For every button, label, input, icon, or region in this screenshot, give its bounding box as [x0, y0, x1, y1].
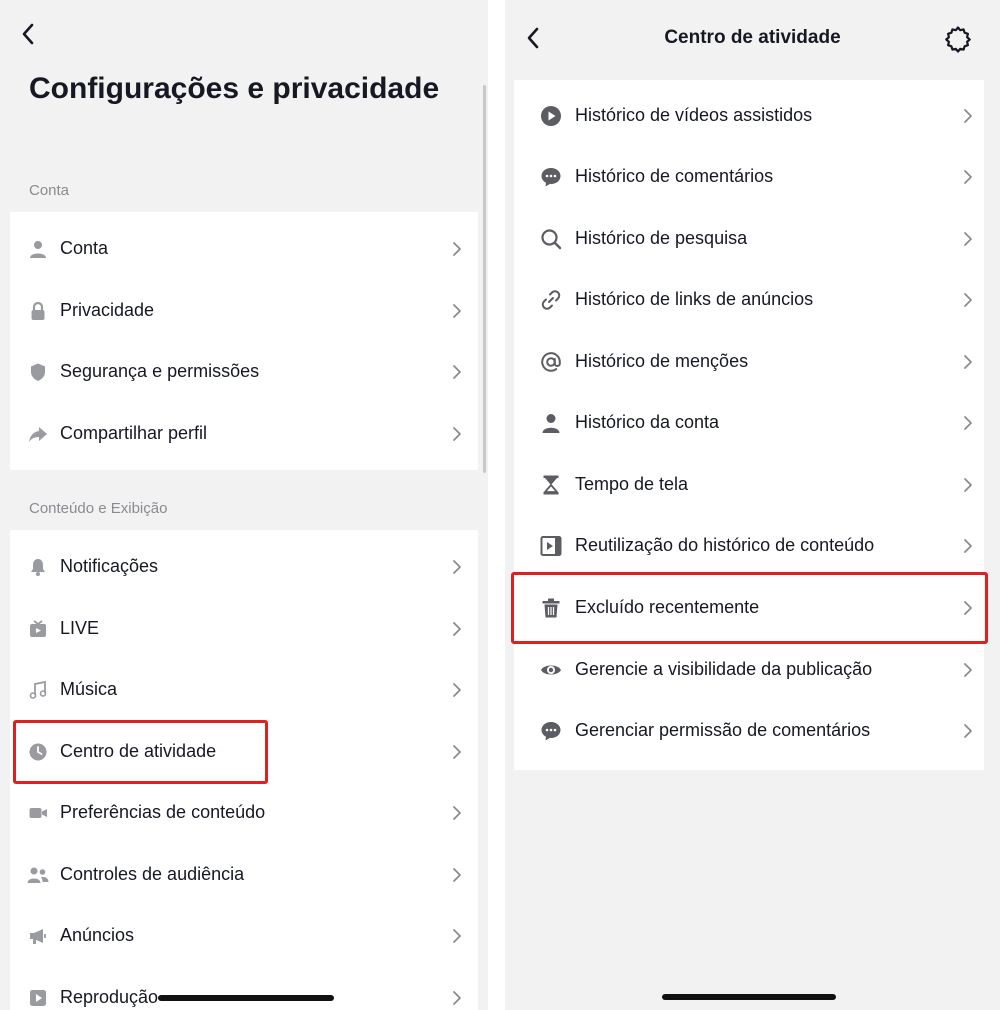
settings-privacy-screen — [0, 0, 488, 1010]
settings-item-label: Compartilhar perfil — [60, 423, 208, 444]
lock-icon — [27, 300, 49, 322]
chevron-right-icon — [962, 722, 974, 740]
settings-button[interactable] — [941, 22, 975, 56]
settings-item-label: Notificações — [60, 556, 159, 577]
person-icon — [27, 238, 49, 260]
chevron-right-icon — [451, 620, 463, 638]
activity-item-label: Excluído recentemente — [575, 597, 760, 618]
activity-item-label: Histórico de links de anúncios — [575, 289, 814, 310]
chevron-right-icon — [451, 743, 463, 761]
page-title: Centro de atividade — [664, 27, 841, 48]
activity-item-excluido-recentemente[interactable] — [514, 577, 984, 639]
chevron-right-icon — [962, 291, 974, 309]
settings-item-label: Anúncios — [60, 925, 135, 946]
settings-item-seguranca[interactable] — [10, 341, 478, 403]
settings-item-preferencias-de-conteudo[interactable] — [10, 782, 478, 844]
chevron-right-icon — [962, 168, 974, 186]
activity-item-label: Histórico de pesquisa — [575, 228, 748, 249]
settings-item-label: Preferências de conteúdo — [60, 802, 266, 823]
hourglass-icon — [540, 474, 562, 496]
chevron-right-icon — [451, 240, 463, 258]
section-header-conteudo: Conteúdo e Exibição — [29, 500, 168, 517]
settings-item-conta[interactable] — [10, 218, 478, 280]
activity-item-label: Reutilização do histórico de conteúdo — [575, 535, 875, 556]
chevron-right-icon — [962, 599, 974, 617]
home-indicator[interactable] — [662, 994, 836, 1000]
chevron-right-icon — [962, 476, 974, 494]
activity-item-historico-da-conta[interactable] — [514, 392, 984, 454]
chevron-right-icon — [451, 989, 463, 1007]
settings-item-label: Reprodução — [60, 987, 159, 1008]
settings-item-label: Conta — [60, 238, 109, 259]
shield-icon — [27, 361, 49, 383]
content-display-card — [10, 530, 478, 1010]
back-button[interactable] — [8, 14, 48, 54]
chevron-right-icon — [451, 927, 463, 945]
settings-item-label: Privacidade — [60, 300, 155, 321]
chevron-right-icon — [962, 414, 974, 432]
chevron-right-icon — [451, 558, 463, 576]
settings-item-centro-de-atividade[interactable] — [10, 721, 478, 783]
activity-center-screen — [505, 0, 1000, 1010]
settings-item-privacidade[interactable] — [10, 280, 478, 342]
activity-item-permissao-de-comentarios[interactable] — [514, 700, 984, 762]
activity-item-videos-assistidos[interactable] — [514, 85, 984, 147]
activity-item-label: Histórico de menções — [575, 351, 749, 372]
chevron-right-icon — [451, 363, 463, 381]
home-indicator[interactable] — [158, 995, 334, 1001]
chevron-right-icon — [962, 107, 974, 125]
settings-item-musica[interactable] — [10, 659, 478, 721]
chevron-right-icon — [451, 681, 463, 699]
activity-item-comentarios[interactable] — [514, 146, 984, 208]
activity-item-label: Histórico de comentários — [575, 166, 774, 187]
music-note-icon — [27, 679, 49, 701]
account-settings-card — [10, 212, 478, 470]
content-reuse-icon — [540, 535, 562, 557]
activity-center-card — [514, 80, 984, 770]
activity-item-label: Gerencie a visibilidade da publicação — [575, 659, 873, 680]
clock-icon — [27, 741, 49, 763]
scrollbar[interactable] — [483, 85, 486, 473]
activity-item-pesquisa[interactable] — [514, 208, 984, 270]
share-icon — [27, 423, 49, 445]
search-icon — [540, 228, 562, 250]
page-title: Configurações e privacidade — [29, 72, 440, 105]
settings-item-label: LIVE — [60, 618, 100, 639]
settings-item-live[interactable] — [10, 598, 478, 660]
at-sign-icon — [540, 351, 562, 373]
play-circle-icon — [540, 105, 562, 127]
activity-item-tempo-de-tela[interactable] — [514, 454, 984, 516]
section-header-conta: Conta — [29, 182, 70, 199]
settings-item-anuncios[interactable] — [10, 905, 478, 967]
person-icon — [540, 412, 562, 434]
chevron-right-icon — [962, 230, 974, 248]
activity-item-mencoes[interactable] — [514, 331, 984, 393]
chevron-right-icon — [962, 661, 974, 679]
bell-icon — [27, 556, 49, 578]
comment-icon — [540, 166, 562, 188]
chevron-right-icon — [451, 302, 463, 320]
gear-icon — [944, 25, 972, 53]
chevron-right-icon — [451, 804, 463, 822]
chevron-right-icon — [962, 353, 974, 371]
chevron-right-icon — [451, 425, 463, 443]
activity-item-label: Tempo de tela — [575, 474, 689, 495]
comment-icon — [540, 720, 562, 742]
settings-item-compartilhar-perfil[interactable] — [10, 403, 478, 465]
activity-item-label: Histórico de vídeos assistidos — [575, 105, 813, 126]
link-icon — [540, 289, 562, 311]
megaphone-icon — [27, 925, 49, 947]
settings-item-controles-de-audiencia[interactable] — [10, 844, 478, 906]
settings-item-reproducao[interactable] — [10, 967, 478, 1010]
chevron-right-icon — [451, 866, 463, 884]
chevron-right-icon — [962, 537, 974, 555]
activity-item-label: Histórico da conta — [575, 412, 720, 433]
eye-icon — [540, 659, 562, 681]
activity-item-label: Gerenciar permissão de comentários — [575, 720, 871, 741]
activity-item-links-de-anuncios[interactable] — [514, 269, 984, 331]
settings-item-label: Música — [60, 679, 118, 700]
settings-item-label: Segurança e permissões — [60, 361, 260, 382]
play-square-icon — [27, 987, 49, 1009]
people-icon — [27, 864, 49, 886]
activity-item-visibilidade[interactable] — [514, 639, 984, 701]
video-camera-icon — [27, 802, 49, 824]
chevron-left-icon — [20, 22, 36, 46]
tv-icon — [27, 618, 49, 640]
activity-item-reutilizacao[interactable] — [514, 515, 984, 577]
settings-item-label: Centro de atividade — [60, 741, 217, 762]
settings-item-notificacoes[interactable] — [10, 536, 478, 598]
trash-icon — [540, 597, 562, 619]
settings-item-label: Controles de audiência — [60, 864, 245, 885]
